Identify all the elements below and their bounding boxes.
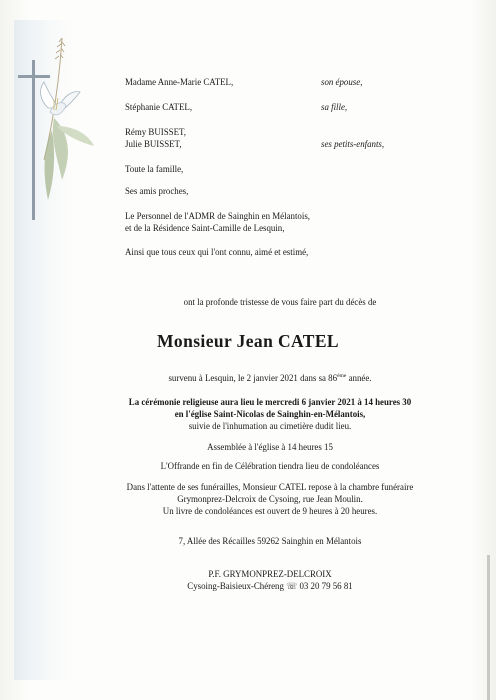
family-member-name: Julie BUISSET, (125, 139, 182, 149)
staff-line: Le Personnel de l'ADMR de Sainghin en Mélantois, (125, 211, 310, 221)
leaves-icon (45, 118, 94, 200)
death-superscript: ème (337, 373, 347, 379)
death-text: survenu à Lesquin, le 2 janvier 2021 dans sa 86 (168, 373, 338, 383)
announcement-line: ont la profonde tristesse de vous faire part du décès de (183, 297, 377, 307)
assembly-line: Assemblée à l'église à 14 heures 15 (207, 442, 333, 452)
ceremony-line-1: La cérémonie religieuse aura lieu le mercredi 6 janvier 2021 à 14 heures 30 (128, 397, 412, 407)
funeral-home-line-1: Dans l'attente de ses funérailles, Monsieur CATEL repose à la chambre funéraire (126, 482, 414, 492)
funeral-director-name: P.F. GRYMONPREZ-DELCROIX (208, 569, 332, 579)
death-text-end: année. (346, 373, 372, 383)
family-member-name: Madame Anne-Marie CATEL, (125, 77, 234, 87)
friends-line: Ses amis proches, (125, 186, 189, 196)
funeral-home-line-3: Un livre de condoléances est ouvert de 9 heures à 20 heures. (162, 506, 378, 516)
telephone-icon: ☏ (286, 581, 298, 591)
offering-line: L'Offrande en fin de Célébration tiendra lieu de condoléances (160, 461, 380, 471)
family-member-name: Stéphanie CATEL, (125, 102, 193, 112)
deceased-name: Monsieur Jean CATEL (157, 331, 339, 351)
death-details (0, 371, 496, 384)
ceremony-line-2: en l'église Saint-Nicolas de Sainghin-en-Mélantois, (174, 409, 366, 419)
funeral-director-location: Cysoing-Baisieux-Chéreng (187, 581, 284, 591)
family-member-name: Rémy BUISSET, (125, 127, 186, 137)
funeral-director-contact (0, 581, 496, 592)
family-member-role: sa fille, (321, 102, 348, 112)
residence-line: et de la Résidence Saint-Camille de Lesquin, (125, 223, 285, 233)
family-line: Toute la famille, (125, 164, 184, 174)
funeral-director-phone: 03 20 79 56 81 (299, 581, 353, 591)
cross-and-lily-illustration (14, 30, 100, 220)
family-member-role: ses petits-enfants, (321, 139, 385, 149)
ceremony-line-3: suivie de l'inhumation au cimetière dudit lieu. (188, 421, 352, 431)
acquaintances-line: Ainsi que tous ceux qui l'ont connu, aimé et estimé, (125, 247, 309, 257)
address-line: 7, Allée des Récailles 59262 Sainghin en Mélantois (178, 536, 362, 546)
funeral-home-line-2: Grymonprez-Delcroix de Cysoing, rue Jean Moulin. (177, 494, 363, 504)
lily-flower-icon (41, 82, 80, 115)
family-member-role: son épouse, (321, 77, 363, 87)
